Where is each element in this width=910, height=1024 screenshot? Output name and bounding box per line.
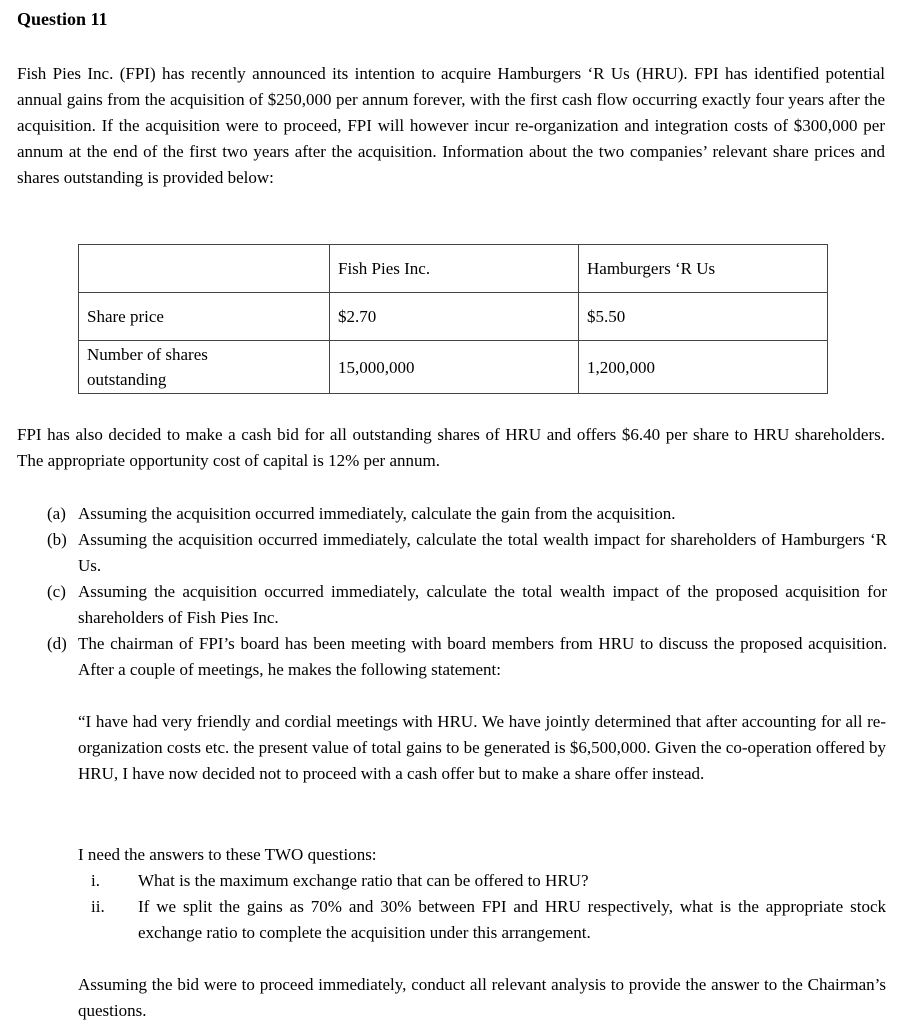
- row-label: Share price: [79, 293, 330, 341]
- question-title: Question 11: [17, 9, 108, 29]
- table-cell: 1,200,000: [579, 341, 828, 394]
- chairman-questions: [78, 868, 886, 946]
- list-item: [47, 631, 887, 683]
- list-item: [47, 501, 887, 527]
- list-item: [47, 579, 887, 631]
- list-item: [47, 527, 887, 579]
- subquestion-text: What is the maximum exchange ratio that can be offered to HRU?: [138, 871, 589, 890]
- table-row: [79, 341, 828, 394]
- part-label: (a): [47, 504, 66, 523]
- cash-bid-paragraph: FPI has also decided to make a cash bid for all outstanding shares of HRU and offers $6.40 per share to HRU shareholders. The appropriate opportunity cost of capital is 12% per annum.: [17, 425, 885, 470]
- part-text: The chairman of FPI’s board has been meeting with board members from HRU to discuss the proposed acquisition. After a couple of meetings, he makes the following statement:: [78, 634, 887, 679]
- table-header-cell: Hamburgers ‘R Us: [579, 245, 828, 293]
- table-cell: $5.50: [579, 293, 828, 341]
- table-cell: $2.70: [330, 293, 579, 341]
- chairman-quote: “I have had very friendly and cordial meetings with HRU. We have jointly determined that after accounting for all re-organization costs etc. the present value of total gains to be generated is $6,500,000. Given the co-operation offered by HRU, I have now decided not to proceed with a cash offer but to make a share offer instead.: [78, 712, 886, 783]
- table-header-cell: [79, 245, 330, 293]
- subquestion-label: ii.: [91, 897, 105, 916]
- table-header-row: [79, 245, 828, 293]
- need-line: I need the answers to these TWO questions:: [78, 845, 377, 864]
- table-row: [79, 293, 828, 341]
- closing-paragraph: Assuming the bid were to proceed immediately, conduct all relevant analysis to provide the answer to the Chairman’s questions.: [78, 975, 886, 1020]
- subquestion-text: If we split the gains as 70% and 30% between FPI and HRU respectively, what is the appropriate stock exchange ratio to complete the acquisition under this arrangement.: [138, 897, 886, 942]
- part-text: Assuming the acquisition occurred immediately, calculate the total wealth impact for shareholders of Hamburgers ‘R Us.: [78, 530, 887, 575]
- table-header-cell: Fish Pies Inc.: [330, 245, 579, 293]
- part-text: Assuming the acquisition occurred immediately, calculate the total wealth impact of the proposed acquisition for shareholders of Fish Pies Inc.: [78, 582, 887, 627]
- part-label: (b): [47, 530, 67, 549]
- row-label: Number of shares outstanding: [79, 341, 330, 394]
- intro-paragraph: Fish Pies Inc. (FPI) has recently announced its intention to acquire Hamburgers ‘R Us (HRU). FPI has identified potential annual gains from the acquisition of $250,000 per annum forever, with the first cash flow occurring exactly four years after the acquisition. If the acquisition were to proceed, FPI will however incur re-organization and integration costs of $300,000 per annum at the end of the first two years after the acquisition. Information about the two companies’ relevant share prices and shares outstanding is provided below:: [17, 64, 885, 187]
- company-data-table: [78, 244, 828, 394]
- question-parts: [47, 501, 887, 683]
- part-text: Assuming the acquisition occurred immediately, calculate the gain from the acquisition.: [78, 504, 676, 523]
- part-label: (d): [47, 634, 67, 653]
- list-item: [78, 868, 886, 894]
- subquestion-label: i.: [91, 871, 100, 890]
- table-cell: 15,000,000: [330, 341, 579, 394]
- part-label: (c): [47, 582, 66, 601]
- list-item: [78, 894, 886, 946]
